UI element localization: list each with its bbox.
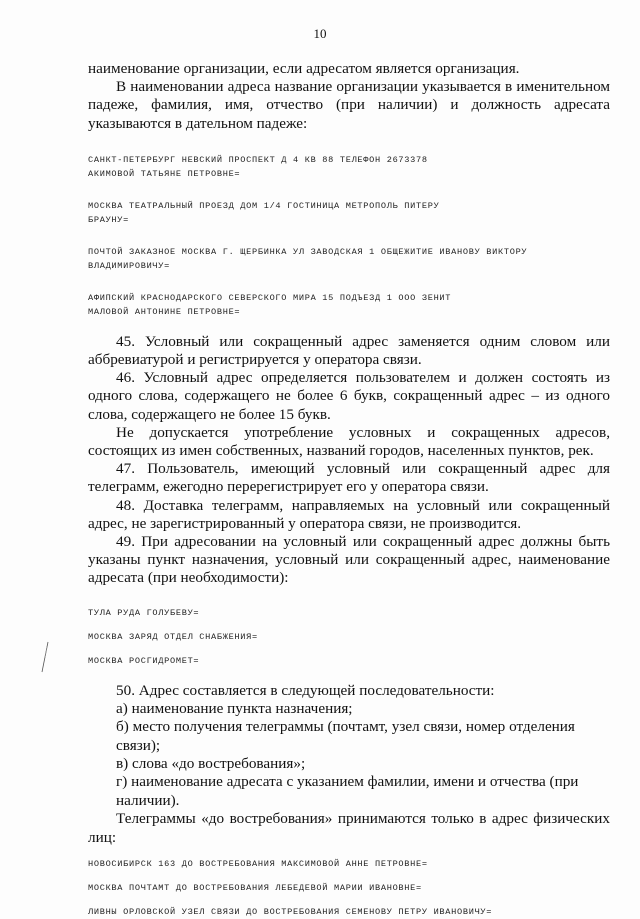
telegram-line: ТУЛА РУДА ГОЛУБЕВУ= — [88, 607, 200, 618]
list-item: б) место получения телеграммы (почтамт, узел связи, номер отделения связи); — [116, 718, 575, 754]
telegram-line: САНКТ-ПЕТЕРБУРГ НЕВСКИЙ ПРОСПЕКТ Д 4 КВ 88 ТЕЛЕФОН 2673378 — [88, 154, 428, 165]
telegram-line: ЛИВНЫ ОРЛОВСКОЙ УЗЕЛ СВЯЗИ ДО ВОСТРЕБОВАНИЯ СЕМЕНОВУ ПЕТРУ ИВАНОВИЧУ= — [88, 906, 493, 917]
list-item: г) наименование адресата с указанием фамилии, имени и отчества (при наличии). — [116, 773, 579, 809]
paragraph-45: 45. Условный или сокращенный адрес заменяется одним словом или аббревиатурой и регистрируется у оператора связи. — [88, 332, 610, 369]
paragraph-org-name: наименование организации, если адресатом является организация. — [88, 60, 520, 77]
list-item: в) слова «до востребования»; — [116, 755, 306, 773]
paragraph-46: 46. Условный адрес определяется пользователем и должен состоять из одного слова, содержащего не более 6 букв, сокращенный адрес – из одного слова, содержащего не более 15 букв. — [88, 369, 610, 423]
telegram-line: МОСКВА ЗАРЯД ОТДЕЛ СНАБЖЕНИЯ= — [88, 631, 258, 642]
telegram-line: НОВОСИБИРСК 163 ДО ВОСТРЕБОВАНИЯ МАКСИМОВОЙ АННЕ ПЕТРОВНЕ= — [88, 858, 428, 869]
list-item: а) наименование пункта назначения; — [116, 699, 353, 717]
paragraph-47: 47. Пользователь, имеющий условный или сокращенный адрес для телеграмм, ежегодно перерегистрирует его у оператора связи. — [88, 460, 610, 496]
telegram-line: ВЛАДИМИРОВИЧУ= — [88, 260, 170, 271]
paragraph-49: 49. При адресовании на условный или сокращенный адрес должны быть указаны пункт назначения, условный или сокращенный адрес, наименование адресата (при необходимости): — [88, 533, 610, 587]
paragraph-50: 50. Адрес составляется в следующей последовательности: — [116, 681, 495, 699]
telegram-line: МОСКВА ПОЧТАМТ ДО ВОСТРЕБОВАНИЯ ЛЕБЕДЕВОЙ МАРИИ ИВАНОВНЕ= — [88, 882, 422, 893]
telegram-example — [88, 291, 610, 319]
telegram-line: АФИПСКИЙ КРАСНОДАРСКОГО СЕВЕРСКОГО МИРА 15 ПОДЪЕЗД 1 ООО ЗЕНИТ — [88, 292, 452, 303]
paragraph-46-restriction: Не допускается употребление условных и сокращенных адресов, состоящих из имен собственных, названий городов, населенных пунктов, рек. — [88, 423, 610, 460]
telegram-example — [88, 199, 610, 227]
telegram-example — [88, 245, 610, 273]
paragraph-poste-restante: Телеграммы «до востребования» принимаются только в адрес физических лиц: — [88, 810, 610, 846]
margin-pen-mark — [40, 640, 50, 680]
telegram-examples-addresses — [88, 153, 610, 319]
telegram-line: БРАУНУ= — [88, 214, 129, 225]
paragraph-org-case: В наименовании адреса название организации указывается в именительном падеже, фамилия, имя, отчество (при наличии) и должность адресата указываются в дательном падеже: — [88, 78, 610, 132]
telegram-line: МАЛОВОЙ АНТОНИНЕ ПЕТРОВНЕ= — [88, 306, 241, 317]
page-number: 10 — [313, 26, 327, 41]
telegram-example — [88, 153, 610, 181]
telegram-examples-conditional — [88, 606, 610, 668]
paragraph-48: 48. Доставка телеграмм, направляемых на условный или сокращенный адрес, не зарегистрированный у оператора связи, не производится. — [88, 496, 610, 532]
telegram-line: ПОЧТОЙ ЗАКАЗНОЕ МОСКВА Г. ЩЕРБИНКА УЛ ЗАВОДСКАЯ 1 ОБЩЕЖИТИЕ ИВАНОВУ ВИКТОРУ — [88, 246, 528, 257]
document-body — [88, 60, 610, 919]
telegram-line: МОСКВА РОСГИДРОМЕТ= — [88, 655, 200, 666]
telegram-examples-poste-restante — [88, 857, 610, 919]
telegram-line: АКИМОВОЙ ТАТЬЯНЕ ПЕТРОВНЕ= — [88, 168, 241, 179]
telegram-line: МОСКВА ТЕАТРАЛЬНЫЙ ПРОЕЗД ДОМ 1/4 ГОСТИНИЦА МЕТРОПОЛЬ ПИТЕРУ — [88, 200, 440, 211]
